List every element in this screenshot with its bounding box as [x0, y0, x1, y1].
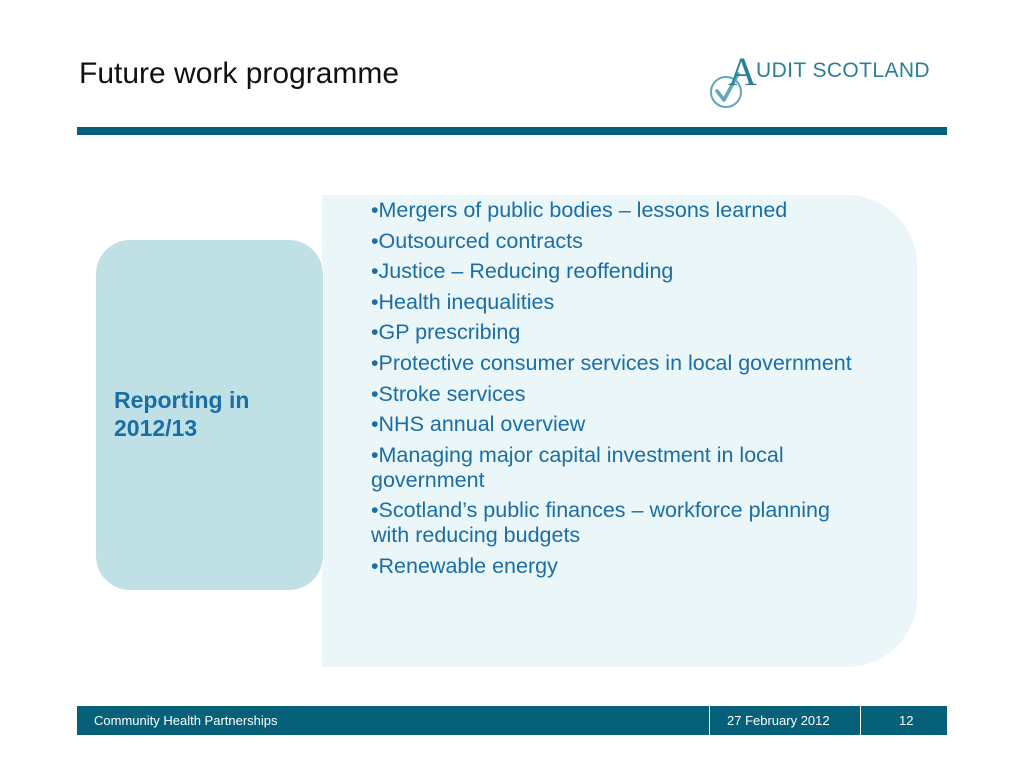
report-list — [371, 198, 871, 585]
list-item: •Mergers of public bodies – lessons learned — [371, 198, 788, 222]
footer-bar — [77, 706, 947, 735]
footer-date: 27 February 2012 — [727, 713, 830, 728]
list-item: •GP prescribing — [371, 320, 521, 345]
logo-initial: A — [728, 49, 757, 94]
footer-divider — [709, 706, 710, 735]
footer-divider — [860, 706, 861, 735]
list-item: •Outsourced contracts — [371, 228, 583, 253]
list-item: •Managing major capital investment in local government — [371, 442, 784, 492]
audit-scotland-logo — [706, 50, 951, 110]
list-item: •Health inequalities — [371, 289, 555, 314]
list-item: •Justice – Reducing reoffending — [371, 259, 674, 284]
list-item: •Protective consumer services in local government — [371, 350, 852, 375]
logo-text: UDIT SCOTLAND — [756, 59, 930, 82]
list-item: •Stroke services — [371, 381, 526, 406]
title-rule — [77, 127, 947, 135]
reporting-label-box — [96, 240, 323, 590]
list-item: •Scotland’s public finances – workforce planning with reducing budgets — [371, 498, 830, 548]
footer-title: Community Health Partnerships — [94, 713, 278, 728]
list-item: •Renewable energy — [371, 553, 558, 578]
slide-title: Future work programme — [79, 57, 400, 90]
page-number: 12 — [899, 713, 914, 728]
reporting-label: Reporting in 2012/13 — [114, 387, 250, 441]
list-item: •NHS annual overview — [371, 412, 586, 437]
